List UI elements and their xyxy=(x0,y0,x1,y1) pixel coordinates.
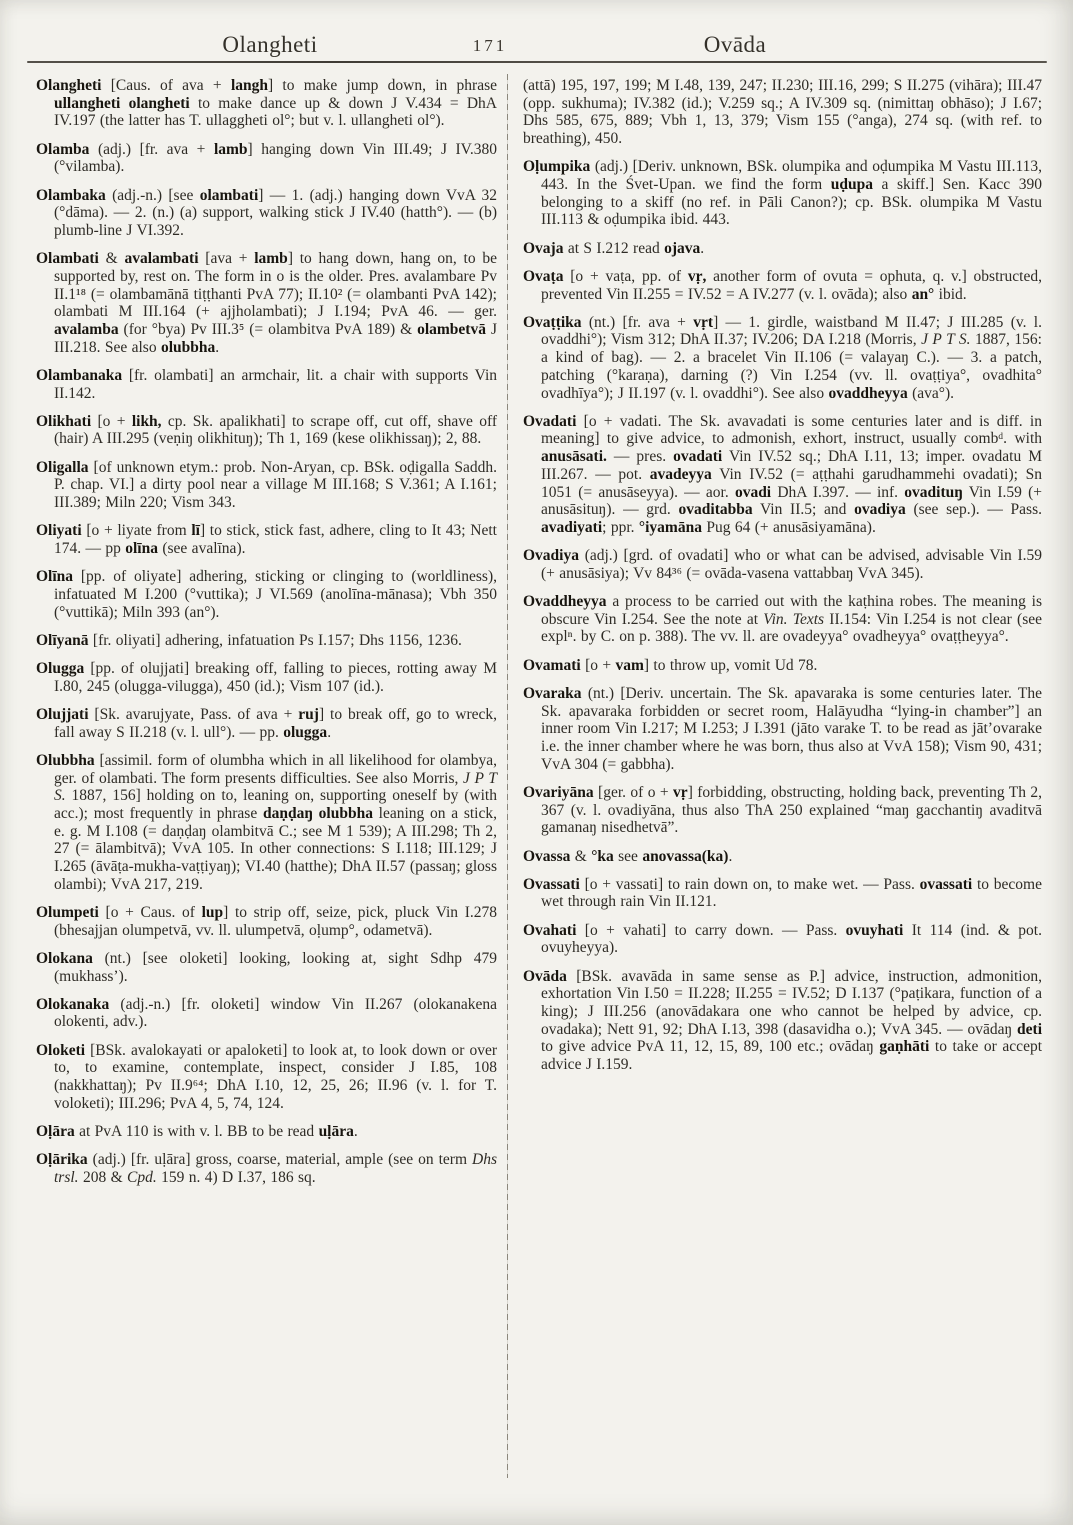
dictionary-entry: Ovaddheyya a process to be carried out with the kaṭhina robes. The meaning is obscure Vin I.254. See the note at Vin. Texts II.154: Vin I.254 is not clear (see explⁿ. by C. on p. 388). The vv. ll. are ovadeyya° ovadheyya° ovaṭṭheyya°. xyxy=(523,593,1043,646)
dictionary-entry: Ovaṭa [o + vaṭa, pp. of vṛ, another form of ovuta = ophuta, q. v.] obstructed, prevented Vin II.255 = IV.52 = A IV.277 (v. l. ovāda); also an° ibid. xyxy=(523,267,1042,303)
header-rule xyxy=(27,61,1047,63)
right-column xyxy=(523,77,1042,1084)
dictionary-entry: Ovaja at S I.212 read ojava. xyxy=(523,239,705,257)
dictionary-entry: Ovadati [o + vadati. The Sk. avavadati is some centuries later and is diff. in meaning] to give advice, to admonish, exhort, instruct, usually combᵈ. with anusāsati. — pres. ovadati Vin IV.52 sq.; DhA I.11, 13; imper. ovadatu M III.267. — pot. avadeyya Vin IV.52 (= aṭṭhahi garudhammehi ovadati); Sn 1051 (= anusāseyya). — aor. ovadi DhA I.397. — inf. ovadituŋ Vin I.59 (+ anusāsituŋ). — grd. ovaditabba Vin II.5; and ovadiya (see sep.). — Pass. avadiyati; ppr. °iyamāna Pug 64 (+ anusāsiyamāna). xyxy=(523,412,1042,536)
running-head-left-word: Olangheti xyxy=(222,32,318,57)
dictionary-entry: Olamba (adj.) [fr. ava + lamb] hanging down Vin III.49; J IV.380 (°vilamba). xyxy=(36,140,497,176)
dictionary-entry: Ovariyāna [ger. of o + vṛ] forbidding, obstructing, holding back, preventing Th 2, 367 (v. l. ovadiyāna, thus also ThA 250 explained “maŋ gacchantiŋ avaditvā gamanaŋ nisedhetvā”. xyxy=(523,783,1042,837)
entry-continuation: (attā) 195, 197, 199; M I.48, 139, 247; II.230; III.16, 299; S II.275 (vihāra); III.47 (opp. sukhuma); IV.382 (id.); V.259 sq.; A IV.309 sq. (nimittaŋ obhāso); J I.67; Dhs 585, 675, 889; Vbh 1, 13, 379; Vism 155 (°anga), 274 sq. (with ref. to breathing), 450. xyxy=(523,77,1042,148)
headword: Oḷāra xyxy=(36,1122,75,1140)
headword: Ovariyāna xyxy=(523,783,594,801)
headword: Ovadiya xyxy=(523,547,579,565)
headword: Olumpeti xyxy=(36,903,99,921)
headword: Ovassa xyxy=(523,847,571,865)
headword: Ovaṭa xyxy=(523,267,564,285)
headword: Olokanaka xyxy=(36,995,110,1013)
headword: Ovadati xyxy=(523,412,577,430)
dictionary-entry: Ovassa & °ka see anovassa(ka). xyxy=(523,847,733,865)
headword: Ovaraka xyxy=(523,684,582,702)
headword: Oḷumpika xyxy=(523,158,591,176)
headword: Olokana xyxy=(36,949,93,967)
headword: Oloketi xyxy=(36,1041,86,1059)
dictionary-entry: Olumpeti [o + Caus. of lup] to strip off, seize, pick, pluck Vin I.278 (bhesajjan olumpetvā, vv. ll. ulumpetvā, oḷump°, odametvā). xyxy=(36,903,497,939)
headword: Ovaja xyxy=(523,239,564,257)
headword: Olīyanā xyxy=(36,631,89,649)
dictionary-entry: Oḷārika (adj.) [fr. uḷāra] gross, coarse, material, ample (see on term Dhs trsl. 208 & Cpd. 159 n. 4) D I.37, 186 sq. xyxy=(36,1151,497,1186)
dictionary-entry: Olikhati [o + likh, cp. Sk. apalikhati] to scrape off, cut off, shave off (hair) A III.295 (veṇiŋ olikhituŋ); Th 1, 169 (kese olikhissaŋ); 2, 88. xyxy=(36,412,497,448)
headword: Oligalla xyxy=(36,458,89,476)
headword: Olubbha xyxy=(36,751,95,769)
dictionary-entry: Olujjati [Sk. avarujyate, Pass. of ava + ruj] to break off, go to wreck, fall away S II.218 (v. l. ull°). — pp. olugga. xyxy=(36,705,497,741)
dictionary-entry: Olambanaka [fr. olambati] an armchair, lit. a chair with supports Vin II.142. xyxy=(36,366,497,402)
headword: Ovaddheyya xyxy=(523,593,607,611)
dictionary-entry: Olokana (nt.) [see oloketi] looking, looking at, sight Sdhp 479 (mukhass’). xyxy=(36,949,497,985)
dictionary-entry: Olambaka (adj.-n.) [see olambati] — 1. (adj.) hanging down VvA 32 (°dāma). — 2. (n.) (a) support, walking stick J IV.40 (hatth°). — (b) plumb-line J VI.392. xyxy=(36,186,497,239)
headword: Ovassati xyxy=(523,875,580,893)
headword: Ovahati xyxy=(523,921,577,939)
headword: Ovāda xyxy=(523,967,567,985)
dictionary-entry: Oliyati [o + liyate from lī] to stick, stick fast, adhere, cling to It 43; Nett 174. — pp olīna (see avalīna). xyxy=(36,522,497,557)
dictionary-entry: Olīyanā [fr. oliyati] adhering, infatuation Ps I.157; Dhs 1156, 1236. xyxy=(36,631,462,649)
dictionary-entry: Olubbha [assimil. form of olumbha which in all likelihood for olambya, ger. of olambati. The form presents difficulties. See also Morris, J P T S. 1887, 156] holding on to, leaning on, supporting oneself by (with acc.); most frequently in phrase daṇḍaŋ olubbha leaning on a stick, e. g. M I.108 (= daṇḍaŋ olambitvā C.; see M 1 539); A III.298; Th 2, 27 (= ālambitvā); VvA 105. In other connections: S I.118; III.129; J I.265 (āvāṭa-mukha-vaṭṭiyaŋ); VI.40 (hatthe); DhA II.57 (passaŋ; gloss olambi); VvA 217, 219. xyxy=(36,751,497,893)
dictionary-entry: Olangheti [Caus. of ava + langh] to make jump down, in phrase ullangheti olangheti to make dance up & down J V.434 = DhA IV.197 (the latter has T. ullaggheti ol°; but v. l. ullangheti ol°). xyxy=(36,77,498,130)
dictionary-entry: Oloketi [BSk. avalokayati or apaloketi] to look at, to look down or over to, to examine, contemplate, inspect, consider J I.85, 108 (nakkhattaŋ); Pv II.9⁶⁴; DhA I.10, 12, 25, 26; II.96 (v. l. for T. voloketi); III.296; PvA 4, 5, 74, 124. xyxy=(36,1041,497,1112)
headword: Olujjati xyxy=(36,705,89,723)
dictionary-entry: Oligalla [of unknown etym.: prob. Non-Aryan, cp. BSk. oḍigalla Saddh. P. chap. VI.] a dirty pool near a village M III.168; S V.361; A I.161; III.389; Miln 220; Vism 343. xyxy=(36,458,497,512)
dictionary-entry: Olambati & avalambati [ava + lamb] to hang down, hang on, to be supported by, rest on. The form in o is the older. Pres. avalambare Pv II.1¹⁸ (= olambamānā tiṭṭhanti PvA 77); II.10² (= olambanti PvA 142); olambati M III.164 (+ ajjholambati); J I.194; PvA 46. — ger. avalamba (for °bya) Pv III.3⁵ (= olambitva PvA 189) & olambetvā J III.218. See also olubbha. xyxy=(36,250,497,356)
dictionary-entry: Ovaraka (nt.) [Deriv. uncertain. The Sk. apavaraka is some centuries later. The Sk. apavaraka forbidden or secret room, Halāyudha “lying-in chamber”] an inner room Vin I.217; M I.253; J I.391 (jāto varake T. to be read as jāt’ovarake i.e. the inner chamber where he was born, thus also at VvA 158); Vism 90, 431; VvA 304 (= gabbha). xyxy=(523,684,1042,773)
headword: Ovamati xyxy=(523,656,581,674)
left-column xyxy=(36,77,497,1197)
headword: Olambati xyxy=(36,250,99,268)
headword: Olīna xyxy=(36,568,74,586)
headword: Oliyati xyxy=(36,522,82,540)
headword: Olambaka xyxy=(36,186,106,204)
column-divider-rule xyxy=(507,74,508,1478)
dictionary-entry: Oḷāra at PvA 110 is with v. l. BB to be read uḷāra. xyxy=(36,1122,358,1140)
running-head xyxy=(0,0,1073,70)
dictionary-entry: Olīna [pp. of oliyate] adhering, sticking or clinging to (worldliness), infatuated M I.200 (°vuttika); J VI.569 (anolīna-mānasa); Vbh 350 (°vuttikā); Miln 393 (an°). xyxy=(36,568,497,621)
headword: Oḷārika xyxy=(36,1151,88,1169)
page-number: 171 xyxy=(472,36,508,55)
headword: Olikhati xyxy=(36,412,92,430)
dictionary-entry: Ovāda [BSk. avavāda in same sense as P.] advice, instruction, admonition, exhortation Vin I.50 = II.228; II.255 = IV.52; D I.137 (°paṭikara, function of a king); J III.256 (anovādakara one who cannot be helped by advice, cp. ovadaka); Nett 91, 92; DhA I.13, 398 (dasavidha o.); VvA 345. — ovādaŋ deti to give advice PvA 11, 12, 15, 89, 100 etc.; ovādaŋ gaṇhāti to take or accept advice J I.159. xyxy=(523,967,1042,1074)
headword: Olangheti xyxy=(36,77,102,94)
dictionary-entry: Ovaṭṭika (nt.) [fr. ava + vṛt] — 1. girdle, waistband M II.47; J III.285 (v. l. ovaddhi°); Vism 312; DhA II.37; IV.206; DA I.218 (Morris, J P T S. 1887, 156: a kind of bag). — 2. a bracelet Vin II.106 (= valayaŋ C.). — 3. a patch, patching (°karaṇa), darning (?) Vin I.254 (vv. ll. ovaṭṭiya°, ovadhita° ovadhīya°); J II.197 (v. l. ovaddhi°). See also ovaddheyya (ava°). xyxy=(523,313,1042,402)
dictionary-entry: Olugga [pp. of olujjati] breaking off, falling to pieces, rotting away M I.80, 245 (olugga-vilugga), 450 (id.); Vism 107 (id.). xyxy=(36,659,497,695)
dictionary-entry: Oḷumpika (adj.) [Deriv. unknown, BSk. olumpika and oḍumpika M Vastu III.113, 443. In the Śvet-Upan. we find the form uḍupa a skiff.] Sen. Kacc 390 belonging to a skiff (no ref. in Pāli Canon?); cp. BSk. olumpika M Vastu III.113 & oḍumpika ibid. 443. xyxy=(523,158,1042,229)
running-head-right-word: Ovāda xyxy=(703,32,767,57)
dictionary-entry: Olokanaka (adj.-n.) [fr. oloketi] window Vin II.267 (olokanakena olokenti, adv.). xyxy=(36,995,497,1031)
headword: Olambanaka xyxy=(36,366,123,384)
headword: Ovaṭṭika xyxy=(523,313,582,331)
headword: Olugga xyxy=(36,659,85,677)
headword: Olamba xyxy=(36,140,90,158)
dictionary-entry: Ovadiya (adj.) [grd. of ovadati] who or what can be advised, advisable Vin I.59 (+ anusāsiya); Vv 84³⁶ (= ovāda-vasena vattabbaŋ VvA 345). xyxy=(523,547,1042,582)
dictionary-entry: Ovahati [o + vahati] to carry down. — Pass. ovuyhati It 114 (ind. & pot. ovuyheyya). xyxy=(523,921,1042,957)
dictionary-entry: Ovassati [o + vassati] to rain down on, to make wet. — Pass. ovassati to become wet through rain Vin II.121. xyxy=(523,875,1042,911)
dictionary-entry: Ovamati [o + vam] to throw up, vomit Ud 78. xyxy=(523,656,818,674)
